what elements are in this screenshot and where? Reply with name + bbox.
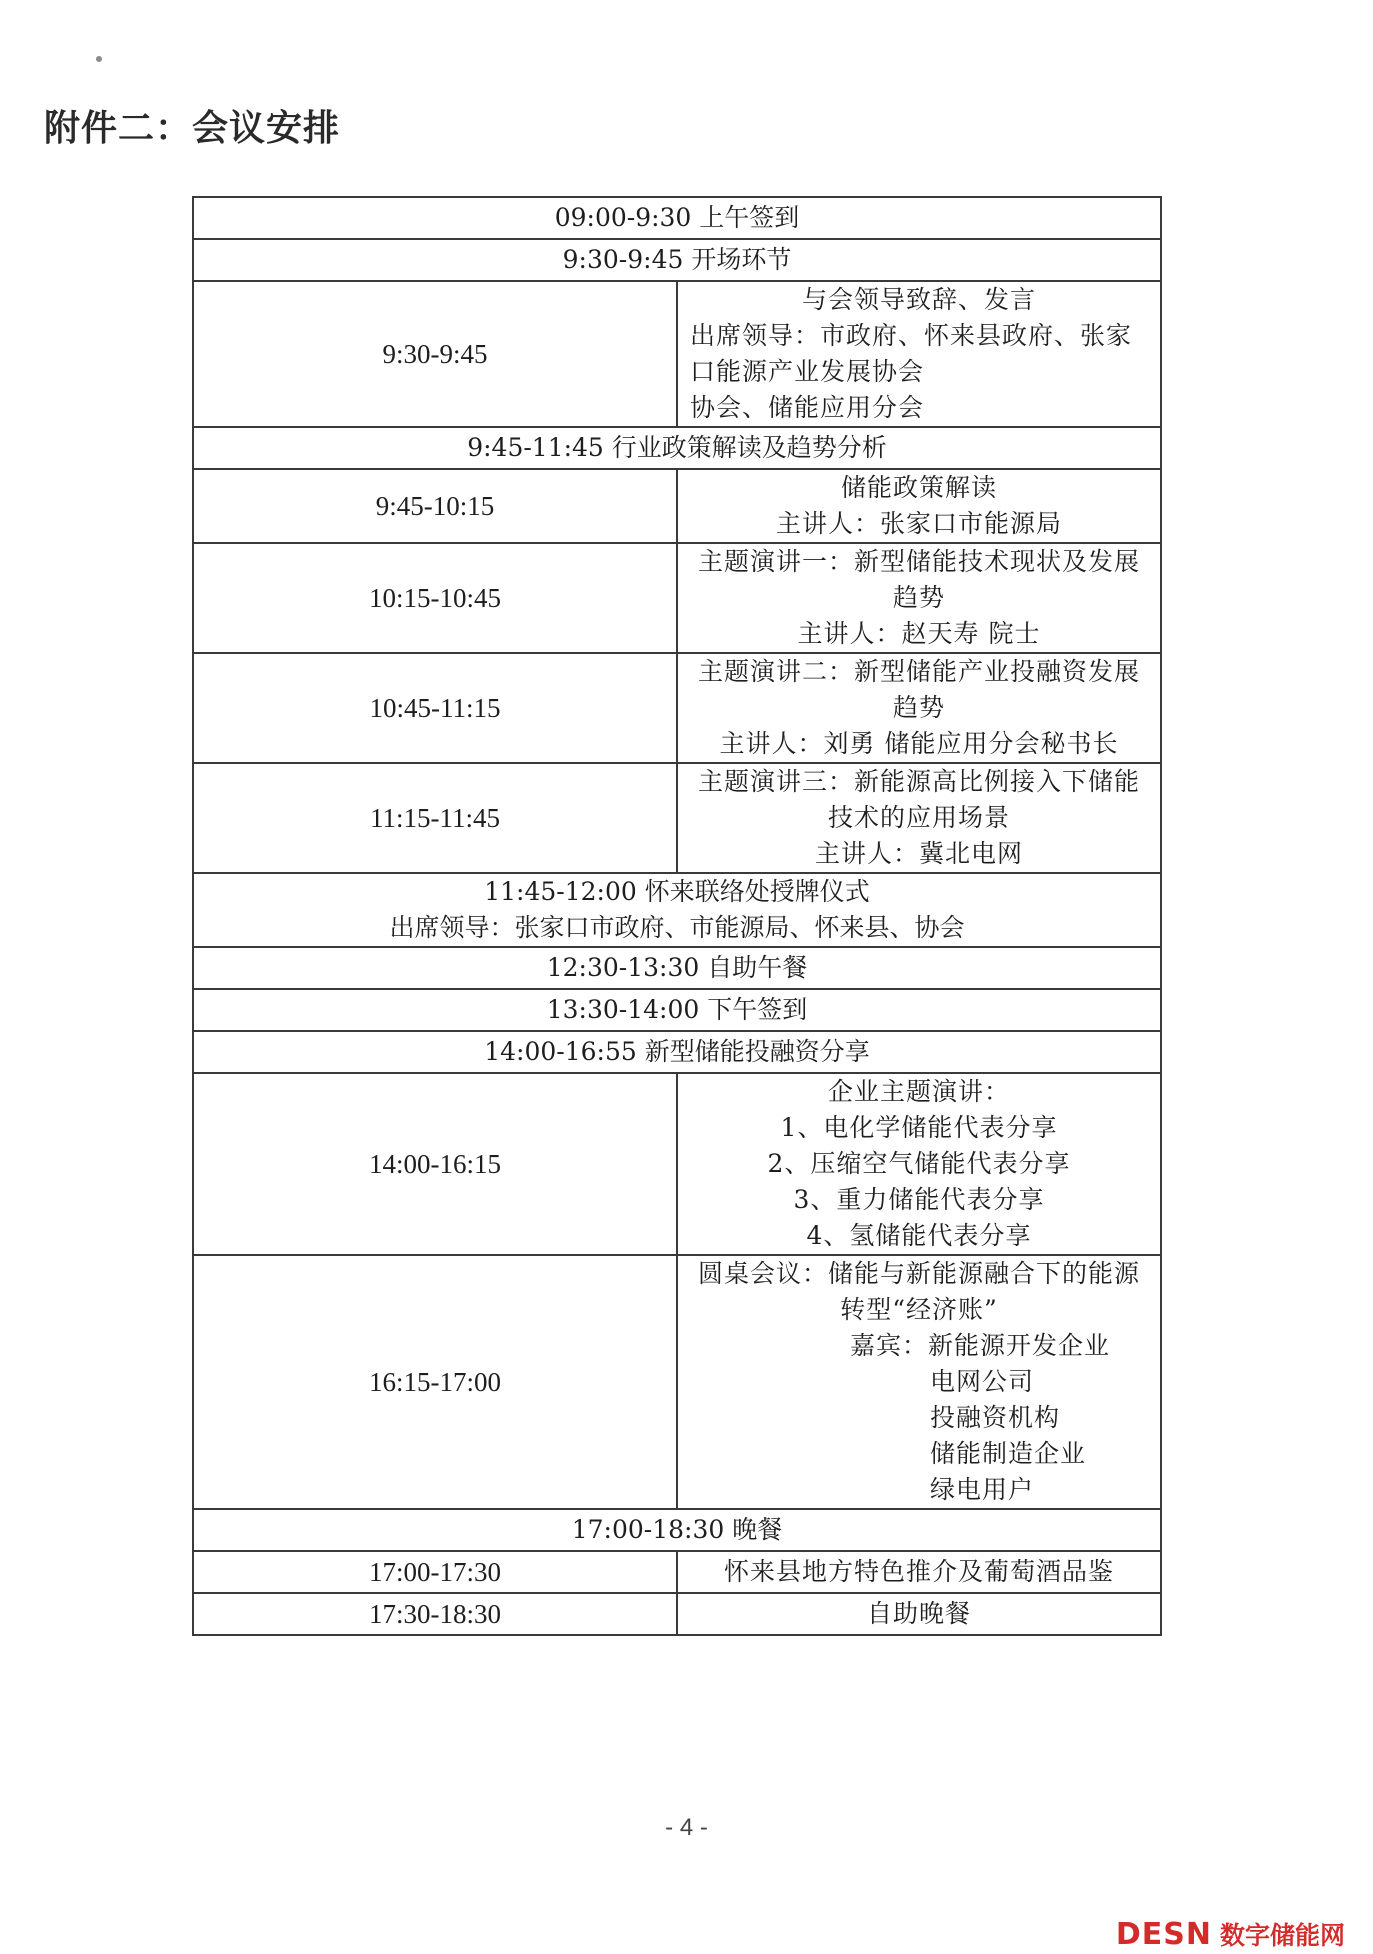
item-line: 09:00-9:30 上午签到	[554, 203, 800, 232]
schedule-row	[193, 1593, 1161, 1635]
item-line: 2、压缩空气储能代表分享	[767, 1149, 1071, 1178]
item-line: 14:00-16:55 新型储能投融资分享	[484, 1037, 870, 1066]
schedule-row	[193, 427, 1161, 469]
schedule-row	[193, 1031, 1161, 1073]
watermark-logo: DESN	[1115, 1917, 1212, 1952]
session-header-cell	[193, 947, 1161, 989]
schedule-row	[193, 989, 1161, 1031]
item-line: 主题演讲一：新型储能技术现状及发展趋势	[697, 547, 1140, 612]
item-line: 11:45-12:00 怀来联络处授牌仪式	[484, 877, 870, 906]
page-heading: 附件二：会议安排	[44, 108, 341, 149]
item-line: 协会、储能应用分会	[690, 393, 925, 422]
time-cell: 17:00-17:30	[193, 1551, 677, 1593]
item-line: 4、氢储能代表分享	[806, 1221, 1032, 1250]
schedule-row	[193, 1551, 1161, 1593]
time-cell: 9:30-9:45	[193, 281, 677, 427]
item-line: 出席领导：张家口市政府、市能源局、怀来县、协会	[389, 913, 965, 942]
item-line: 9:45-11:45 行业政策解读及趋势分析	[467, 433, 887, 462]
item-line: 17:00-18:30 晚餐	[571, 1515, 783, 1544]
item-line: 3、重力储能代表分享	[793, 1185, 1045, 1214]
schedule-row	[193, 1509, 1161, 1551]
item-line: 主讲人：冀北电网	[814, 839, 1023, 868]
watermark-name: 数字储能网	[1219, 1921, 1345, 1950]
time-cell: 17:30-18:30	[193, 1593, 677, 1635]
scan-dot	[96, 56, 102, 62]
item-line: 13:30-14:00 下午签到	[546, 995, 808, 1024]
item-line: 嘉宾：新能源开发企业	[850, 1331, 1111, 1360]
item-line: 主讲人：张家口市能源局	[775, 509, 1062, 538]
schedule-row	[193, 873, 1161, 947]
item-line: 储能政策解读	[840, 473, 997, 502]
item-line: 主讲人：刘勇 储能应用分会秘书长	[719, 729, 1119, 758]
item-line: 主题演讲三：新能源高比例接入下储能技术的应用场景	[697, 767, 1140, 832]
schedule-row	[193, 281, 1161, 427]
schedule-table	[192, 196, 1162, 1636]
item-line: 主讲人：赵天寿 院士	[797, 619, 1041, 648]
session-header-cell	[193, 239, 1161, 281]
detail-cell	[677, 1255, 1161, 1509]
item-line: 投融资机构	[930, 1403, 1061, 1432]
page-number: - 4 -	[665, 1814, 708, 1841]
schedule-row	[193, 543, 1161, 653]
session-header-cell	[193, 427, 1161, 469]
detail-cell	[677, 469, 1161, 543]
schedule-row	[193, 469, 1161, 543]
time-cell: 16:15-17:00	[193, 1255, 677, 1509]
time-cell: 14:00-16:15	[193, 1073, 677, 1255]
detail-cell	[677, 1551, 1161, 1593]
item-line: 储能制造企业	[930, 1439, 1087, 1468]
session-header-cell	[193, 989, 1161, 1031]
schedule-row	[193, 763, 1161, 873]
watermark	[1116, 1916, 1345, 1952]
time-cell: 10:15-10:45	[193, 543, 677, 653]
time-cell: 10:45-11:15	[193, 653, 677, 763]
detail-cell	[677, 1073, 1161, 1255]
item-line: 自助晚餐	[866, 1599, 971, 1628]
schedule-row	[193, 1073, 1161, 1255]
item-line: 圆桌会议：储能与新能源融合下的能源转型“经济账”	[697, 1259, 1140, 1324]
item-line: 主题演讲二：新型储能产业投融资发展趋势	[697, 657, 1140, 722]
item-line: 与会领导致辞、发言	[801, 285, 1036, 314]
schedule-row	[193, 1255, 1161, 1509]
item-line: 企业主题演讲：	[827, 1077, 1010, 1106]
time-cell: 9:45-10:15	[193, 469, 677, 543]
detail-cell	[677, 543, 1161, 653]
schedule-row	[193, 239, 1161, 281]
time-cell: 11:15-11:45	[193, 763, 677, 873]
item-line: 怀来县地方特色推介及葡萄酒品鉴	[723, 1557, 1114, 1586]
detail-cell	[677, 763, 1161, 873]
session-header-cell	[193, 197, 1161, 239]
schedule-row	[193, 197, 1161, 239]
detail-cell	[677, 653, 1161, 763]
item-line: 绿电用户	[930, 1475, 1035, 1504]
session-header-cell	[193, 1031, 1161, 1073]
item-line: 9:30-9:45 开场环节	[562, 245, 792, 274]
schedule-row	[193, 947, 1161, 989]
item-line: 电网公司	[930, 1367, 1035, 1396]
item-line: 出席领导：市政府、怀来县政府、张家口能源产业发展协会	[690, 321, 1133, 386]
detail-cell	[677, 1593, 1161, 1635]
session-header-cell	[193, 1509, 1161, 1551]
session-header-cell	[193, 873, 1161, 947]
detail-cell	[677, 281, 1161, 427]
item-line: 12:30-13:30 自助午餐	[546, 953, 808, 982]
schedule-row	[193, 653, 1161, 763]
item-line: 1、电化学储能代表分享	[780, 1113, 1058, 1142]
